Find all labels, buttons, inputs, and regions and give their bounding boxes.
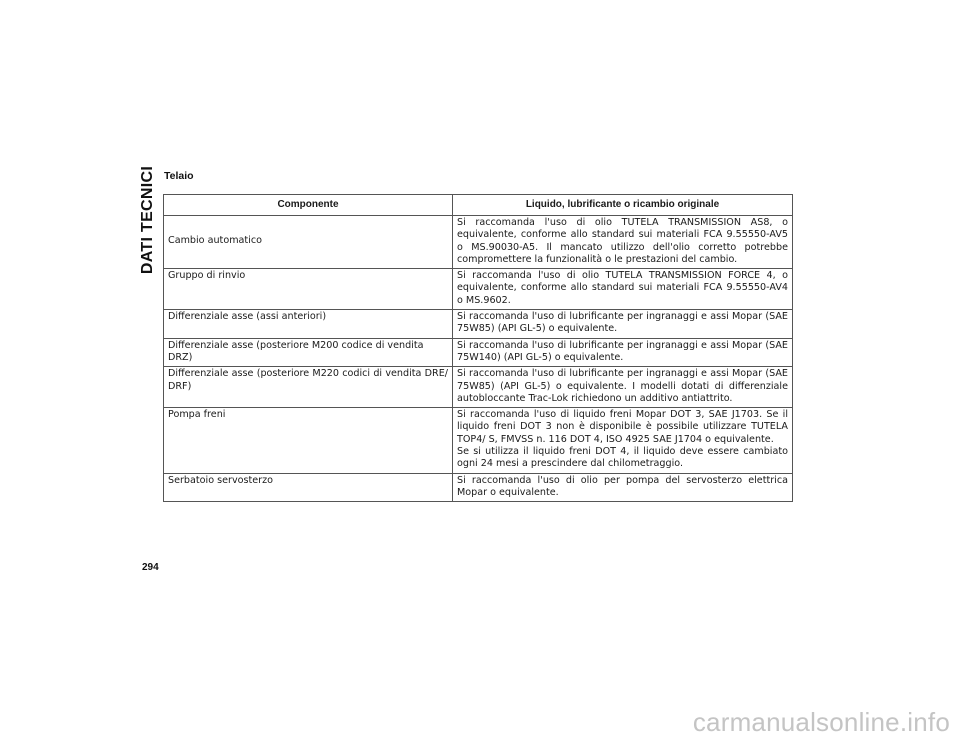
column-header-liquid: Liquido, lubrificante o ricambio originale — [453, 195, 793, 216]
section-title: Telaio — [164, 170, 194, 182]
table-row — [164, 216, 793, 269]
column-header-component: Componente — [164, 195, 453, 216]
component-cell: Pompa freni — [164, 408, 453, 473]
component-cell: Serbatoio servosterzo — [164, 473, 453, 502]
page-number: 294 — [142, 562, 159, 573]
component-cell: Differenziale asse (assi anteriori) — [164, 310, 453, 339]
table-row — [164, 367, 793, 408]
liquid-cell: Si raccomanda l'uso di olio TUTELA TRANSMISSION AS8, o equivalente, conforme allo standard sui materiali FCA 9.55550-AV5 o MS.90030-A5. Il mancato utilizzo dell'olio corretto potrebbe compromettere la funzionalità o le prestazioni del cambio. — [453, 216, 793, 269]
table-header-row — [164, 195, 793, 216]
table-row — [164, 310, 793, 339]
section-side-tab — [138, 165, 158, 275]
table-row — [164, 408, 793, 473]
liquid-cell: Si raccomanda l'uso di olio TUTELA TRANSMISSION FORCE 4, o equivalente, conforme allo standard sui materiali FCA 9.55550-AV4 o MS.9602. — [453, 269, 793, 310]
liquid-cell: Si raccomanda l'uso di lubrificante per ingranaggi e assi Mopar (SAE 75W85) (API GL-5) o equivalente. — [453, 310, 793, 339]
watermark: carmanualsonline.info — [692, 707, 950, 737]
table-row — [164, 269, 793, 310]
liquid-cell: Si raccomanda l'uso di olio per pompa del servosterzo elettrica Mopar o equivalente. — [453, 473, 793, 502]
component-cell: Differenziale asse (posteriore M200 codice di vendita DRZ) — [164, 338, 453, 367]
chassis-fluids-table — [163, 194, 793, 502]
liquid-cell: Si raccomanda l'uso di lubrificante per ingranaggi e assi Mopar (SAE 75W85) (API GL-5) o equivalente. I modelli dotati di differenziale autobloccante Trac-Lok richiedono un additivo antiattrito. — [453, 367, 793, 408]
liquid-cell — [453, 408, 793, 473]
section-side-tab-label: DATI TECNICI — [139, 165, 156, 275]
liquid-paragraph-extra: Se si utilizza il liquido freni DOT 4, il liquido deve essere cambiato ogni 24 mesi a prescindere dal chilometraggio. — [457, 446, 788, 470]
table-row — [164, 338, 793, 367]
component-cell: Cambio automatico — [164, 216, 453, 269]
table-row — [164, 473, 793, 502]
component-cell: Gruppo di rinvio — [164, 269, 453, 310]
component-cell: Differenziale asse (posteriore M220 codici di vendita DRE/ DRF) — [164, 367, 453, 408]
liquid-paragraph: Si raccomanda l'uso di liquido freni Mopar DOT 3, SAE J1703. Se il liquido freni DOT 3 non è disponibile è possibile utilizzare TUTELA TOP4/ S, FMVSS n. 116 DOT 4, ISO 4925 SAE J1704 o equivalente. — [457, 409, 788, 445]
liquid-cell: Si raccomanda l'uso di lubrificante per ingranaggi e assi Mopar (SAE 75W140) (API GL-5) o equivalente. — [453, 338, 793, 367]
